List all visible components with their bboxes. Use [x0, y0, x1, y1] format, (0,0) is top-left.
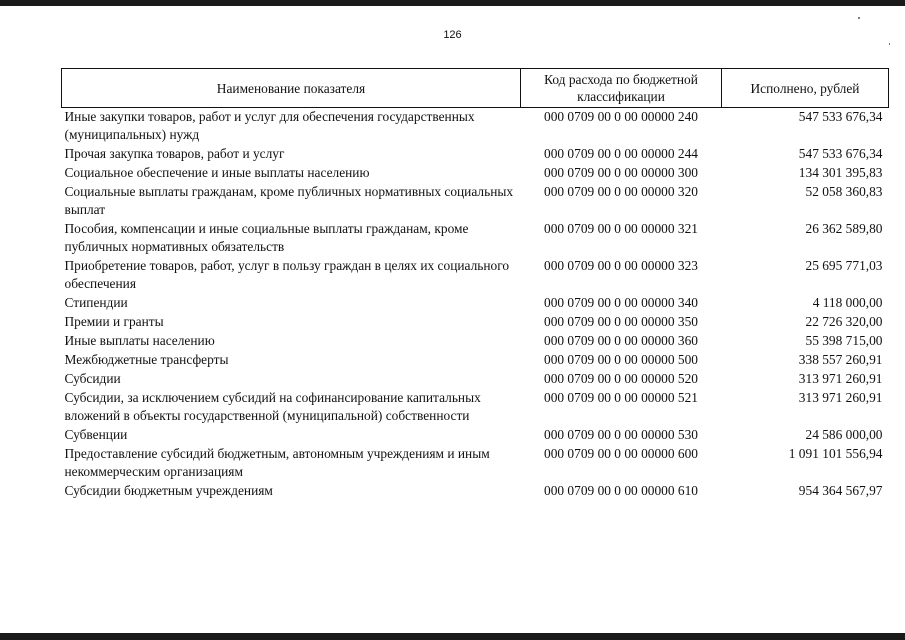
row-name: Субсидии бюджетным учреждениям: [64, 483, 273, 498]
table-row: [62, 108, 889, 146]
budget-execution-table: [61, 68, 889, 501]
scan-edge-top: [0, 0, 905, 6]
table-row: [62, 389, 889, 426]
row-code: 000 0709 00 0 00 00000 300: [544, 165, 698, 180]
row-code: 000 0709 00 0 00 00000 321: [544, 221, 698, 236]
table-row: [62, 426, 889, 445]
row-sum: 4 118 000,00: [812, 295, 883, 310]
table-body: [62, 108, 889, 502]
row-name: Иные выплаты населению: [64, 333, 215, 348]
table-row: [62, 332, 889, 351]
row-code: 000 0709 00 0 00 00000 530: [544, 427, 698, 442]
row-code: 000 0709 00 0 00 00000 500: [544, 352, 698, 367]
row-sum: 22 726 320,00: [805, 314, 883, 329]
row-sum: 338 557 260,91: [798, 352, 883, 367]
row-sum: 52 058 360,83: [805, 184, 883, 199]
row-code: 000 0709 00 0 00 00000 350: [544, 314, 698, 329]
row-code: 000 0709 00 0 00 00000 610: [544, 483, 698, 498]
table-header: [62, 69, 889, 108]
row-sum: 547 533 676,34: [798, 109, 883, 124]
row-name: Предоставление субсидий бюджетным, автономным учреждениям и иным некоммерческим организациям: [64, 446, 490, 479]
table-row: [62, 220, 889, 257]
row-code: 000 0709 00 0 00 00000 600: [544, 446, 698, 461]
row-sum: 313 971 260,91: [798, 371, 883, 386]
row-code: 000 0709 00 0 00 00000 240: [544, 109, 698, 124]
table-row: [62, 313, 889, 332]
table-row: [62, 294, 889, 313]
scan-speck: [858, 17, 860, 19]
row-sum: 1 091 101 556,94: [788, 446, 883, 461]
page-number: 126: [443, 29, 462, 41]
header-name: Наименование показателя: [62, 69, 521, 108]
row-code: 000 0709 00 0 00 00000 244: [544, 146, 698, 161]
table-row: [62, 482, 889, 501]
row-name: Социальные выплаты гражданам, кроме публичных нормативных социальных выплат: [64, 184, 514, 217]
row-name: Приобретение товаров, работ, услуг в пользу граждан в целях их социального обеспечения: [64, 258, 510, 291]
row-name: Субсидии, за исключением субсидий на софинансирование капитальных вложений в объекты государственной (муниципальной) собственности: [64, 390, 481, 423]
row-sum: 26 362 589,80: [805, 221, 883, 236]
table-row: [62, 445, 889, 482]
row-name: Субвенции: [64, 427, 128, 442]
row-code: 000 0709 00 0 00 00000 340: [544, 295, 698, 310]
table-row: [62, 370, 889, 389]
row-name: Иные закупки товаров, работ и услуг для обеспечения государственных (муниципальных) нужд: [64, 109, 475, 142]
row-sum: 24 586 000,00: [805, 427, 883, 442]
scan-edge-bottom: [0, 633, 905, 640]
row-code: 000 0709 00 0 00 00000 323: [544, 258, 698, 273]
row-sum: 313 971 260,91: [798, 390, 883, 405]
row-name: Прочая закупка товаров, работ и услуг: [64, 146, 285, 161]
header-sum: Исполнено, рублей: [722, 69, 889, 108]
row-sum: 547 533 676,34: [798, 146, 883, 161]
row-code: 000 0709 00 0 00 00000 320: [544, 184, 698, 199]
table-row: [62, 183, 889, 220]
header-row: [62, 69, 889, 108]
row-name: Стипендии: [64, 295, 128, 310]
row-code: 000 0709 00 0 00 00000 521: [544, 390, 698, 405]
table-row: [62, 145, 889, 164]
row-name: Пособия, компенсации и иные социальные выплаты гражданам, кроме публичных нормативных обязательств: [64, 221, 469, 254]
table-row: [62, 257, 889, 294]
row-name: Межбюджетные трансферты: [64, 352, 229, 367]
scan-speck: [889, 43, 890, 45]
row-name: Социальное обеспечение и иные выплаты населению: [64, 165, 370, 180]
row-sum: 134 301 395,83: [798, 165, 883, 180]
row-sum: 55 398 715,00: [805, 333, 883, 348]
table-row: [62, 164, 889, 183]
row-code: 000 0709 00 0 00 00000 360: [544, 333, 698, 348]
row-name: Премии и гранты: [64, 314, 164, 329]
row-sum: 25 695 771,03: [805, 258, 883, 273]
row-name: Субсидии: [64, 371, 121, 386]
row-sum: 954 364 567,97: [798, 483, 883, 498]
row-code: 000 0709 00 0 00 00000 520: [544, 371, 698, 386]
table-row: [62, 351, 889, 370]
header-code: Код расхода по бюджетной классификации: [521, 69, 722, 108]
